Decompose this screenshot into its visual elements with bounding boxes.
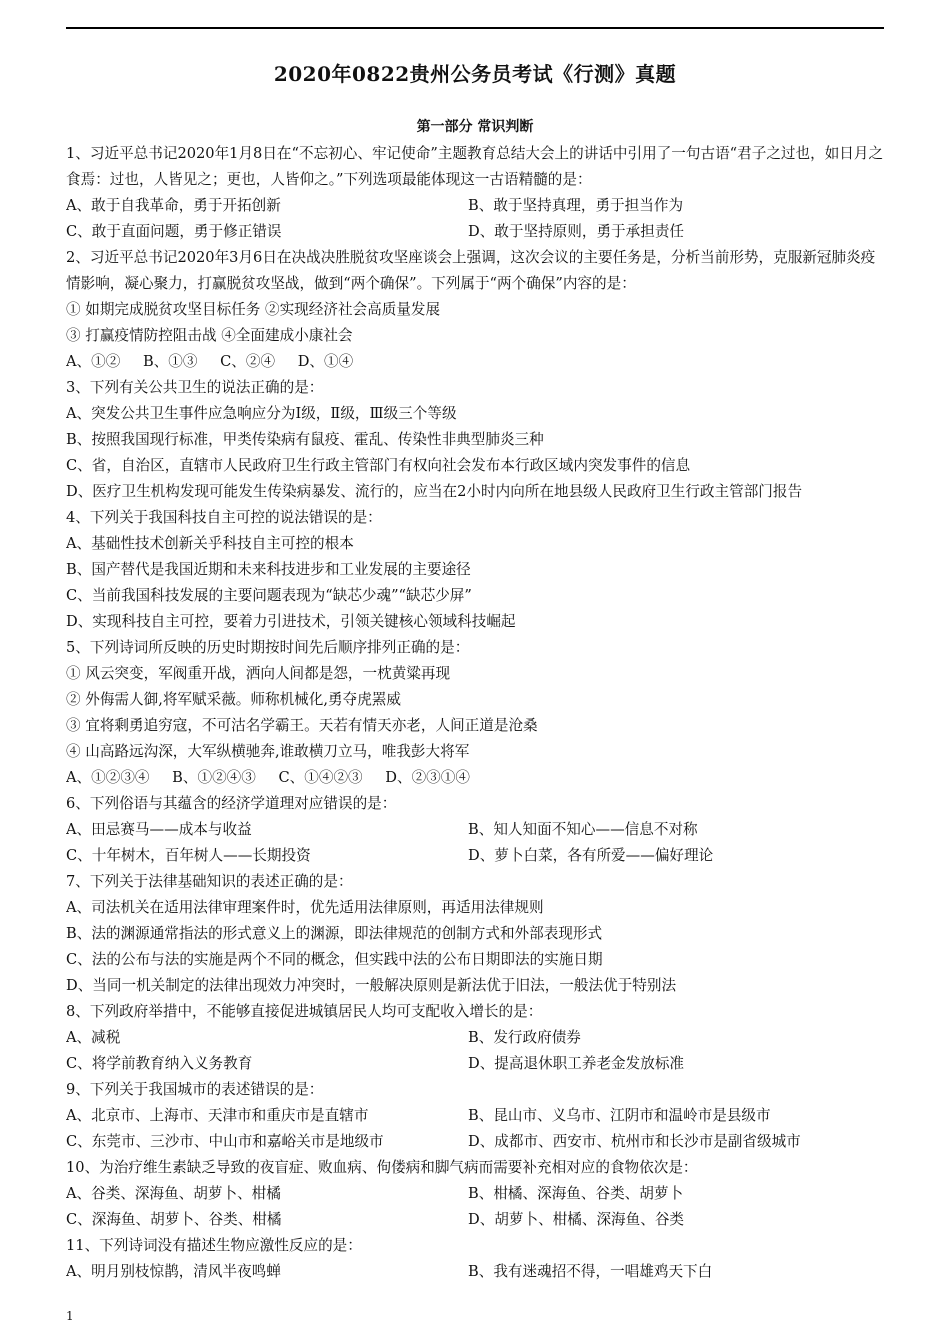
option: C、法的公布与法的实施是两个不同的概念，但实践中法的公布日期即法的实施日期 — [66, 951, 603, 968]
option-row — [66, 1207, 884, 1233]
option: D、实现科技自主可控，要着力引进技术，引领关键核心领域科技崛起 — [66, 613, 516, 630]
option-row — [66, 1103, 884, 1129]
option: B、我有迷魂招不得，一唱雄鸡天下白 — [468, 1263, 713, 1280]
section-heading: 第一部分 常识判断 — [416, 119, 534, 135]
option: B、①②④③ — [172, 769, 256, 786]
option-row — [66, 817, 884, 843]
question-stem: 3、下列有关公共卫生的说法正确的是： — [66, 379, 324, 396]
option: D、成都市、西安市、杭州市和长沙市是副省级城市 — [468, 1133, 801, 1150]
option: D、提高退休职工养老金发放标准 — [468, 1055, 685, 1072]
option-row — [66, 1025, 884, 1051]
option: B、发行政府债券 — [468, 1029, 581, 1046]
question-stem: 1、习近平总书记2020年1月8日在“不忘初心、牢记使命”主题教育总结大会上的讲话中引用了一句古语“君子之过也，如日月之食焉：过也，人皆见之；更也，人皆仰之。”下列选项最能体现这一古语精髓的是： — [66, 145, 884, 188]
option: D、胡萝卜、柑橘、深海鱼、谷类 — [468, 1211, 685, 1228]
option: B、柑橘、深海鱼、谷类、胡萝卜 — [468, 1185, 684, 1202]
question-stem: 5、下列诗词所反映的历史时期按时间先后顺序排列正确的是： — [66, 639, 470, 656]
option: D、萝卜白菜，各有所爱——偏好理论 — [468, 847, 714, 864]
option-row — [66, 843, 884, 869]
option: C、省，自治区，直辖市人民政府卫生行政主管部门有权向社会发布本行政区域内突发事件的信息 — [66, 457, 691, 474]
option: D、敢于坚持原则，勇于承担责任 — [468, 223, 685, 240]
option-row — [66, 193, 884, 219]
option: C、将学前教育纳入义务教育 — [66, 1055, 253, 1072]
option: C、十年树木，百年树人——长期投资 — [66, 847, 311, 864]
option-row — [66, 1129, 884, 1155]
option: A、突发公共卫生事件应急响应分为Ⅰ级，Ⅱ级，Ⅲ级三个等级 — [66, 405, 457, 422]
option: A、谷类、深海鱼、胡萝卜、柑橘 — [66, 1185, 281, 1202]
option-row — [66, 1051, 884, 1077]
document-title: 2020年0822贵州公务员考试《行测》真题 — [273, 62, 677, 86]
option-row — [66, 349, 884, 375]
option: B、知人知面不知心——信息不对称 — [468, 821, 698, 838]
option: C、当前我国科技发展的主要问题表现为“缺芯少魂”“缺芯少屏” — [66, 587, 472, 604]
option: C、②④ — [220, 353, 276, 370]
page-number: 1 — [66, 1309, 74, 1323]
option: C、东莞市、三沙市、中山市和嘉峪关市是地级市 — [66, 1133, 384, 1150]
question-stem: 7、下列关于法律基础知识的表述正确的是： — [66, 873, 353, 890]
option: A、①② — [66, 353, 121, 370]
option: C、敢于直面问题，勇于修正错误 — [66, 223, 282, 240]
question-stem-item: ① 风云突变，军阀重开战，洒向人间都是怨，一枕黄粱再现 — [66, 665, 451, 682]
option-row — [66, 219, 884, 245]
option-row — [66, 1259, 884, 1285]
option: B、国产替代是我国近期和未来科技进步和工业发展的主要途径 — [66, 561, 471, 578]
question-stem-item: ② 外侮需人御,将军赋采薇。师称机械化,勇夺虎罴威 — [66, 691, 401, 708]
option: A、北京市、上海市、天津市和重庆市是直辖市 — [66, 1107, 369, 1124]
question-stem: 4、下列关于我国科技自主可控的说法错误的是： — [66, 509, 382, 526]
option-row — [66, 1181, 884, 1207]
question-stem: 11、下列诗词没有描述生物应激性反应的是： — [66, 1237, 362, 1254]
question-stem: 8、下列政府举措中，不能够直接促进城镇居民人均可支配收入增长的是： — [66, 1003, 543, 1020]
option: A、①②③④ — [66, 769, 150, 786]
question-stem-item: ① 如期完成脱贫攻坚目标任务 ②实现经济社会高质量发展 — [66, 301, 441, 318]
question-stem: 9、下列关于我国城市的表述错误的是： — [66, 1081, 324, 1098]
option: B、按照我国现行标准，甲类传染病有鼠疫、霍乱、传染性非典型肺炎三种 — [66, 431, 544, 448]
header-rule — [66, 27, 884, 29]
question-stem: 10、为治疗维生素缺乏导致的夜盲症、败血病、佝偻病和脚气病而需要补充相对应的食物依次是： — [66, 1159, 698, 1176]
question-stem: 6、下列俗语与其蕴含的经济学道理对应错误的是： — [66, 795, 397, 812]
option-row — [66, 765, 884, 791]
question-stem: 2、习近平总书记2020年3月6日在决战决胜脱贫攻坚座谈会上强调，这次会议的主要任务是，分析当前形势，克服新冠肺炎疫情影响，凝心聚力，打赢脱贫攻坚战，做到“两个确保”。下列属于“两个确保”内容的是： — [66, 249, 876, 292]
option: C、①④②③ — [278, 769, 363, 786]
question-stem-item: ③ 打赢疫情防控阻击战 ④全面建成小康社会 — [66, 327, 353, 344]
option: A、减税 — [66, 1029, 121, 1046]
option: B、敢于坚持真理，勇于担当作为 — [468, 197, 684, 214]
question-list — [66, 141, 884, 1285]
option: D、②③①④ — [385, 769, 470, 786]
option: A、田忌赛马——成本与收益 — [66, 821, 252, 838]
option: B、法的渊源通常指法的形式意义上的渊源，即法律规范的创制方式和外部表现形式 — [66, 925, 603, 942]
option: A、基础性技术创新关乎科技自主可控的根本 — [66, 535, 354, 552]
option: A、司法机关在适用法律审理案件时，优先适用法律原则，再适用法律规则 — [66, 899, 544, 916]
question-stem-item: ④ 山高路远沟深，大军纵横驰奔,谁敢横刀立马，唯我彭大将军 — [66, 743, 470, 760]
option: A、明月别枝惊鹊，清风半夜鸣蝉 — [66, 1263, 281, 1280]
option: C、深海鱼、胡萝卜、谷类、柑橘 — [66, 1211, 282, 1228]
question-stem-item: ③ 宜将剩勇追穷寇，不可沽名学霸王。天若有情天亦老，人间正道是沧桑 — [66, 717, 538, 734]
option: B、①③ — [142, 353, 198, 370]
option: B、昆山市、义乌市、江阴市和温岭市是县级市 — [468, 1107, 771, 1124]
option: D、医疗卫生机构发现可能发生传染病暴发、流行的，应当在2小时内向所在地县级人民政府卫生行政主管部门报告 — [66, 483, 803, 500]
option: A、敢于自我革命，勇于开拓创新 — [66, 197, 281, 214]
option: D、当同一机关制定的法律出现效力冲突时，一般解决原则是新法优于旧法，一般法优于特别法 — [66, 977, 677, 994]
option: D、①④ — [297, 353, 354, 370]
